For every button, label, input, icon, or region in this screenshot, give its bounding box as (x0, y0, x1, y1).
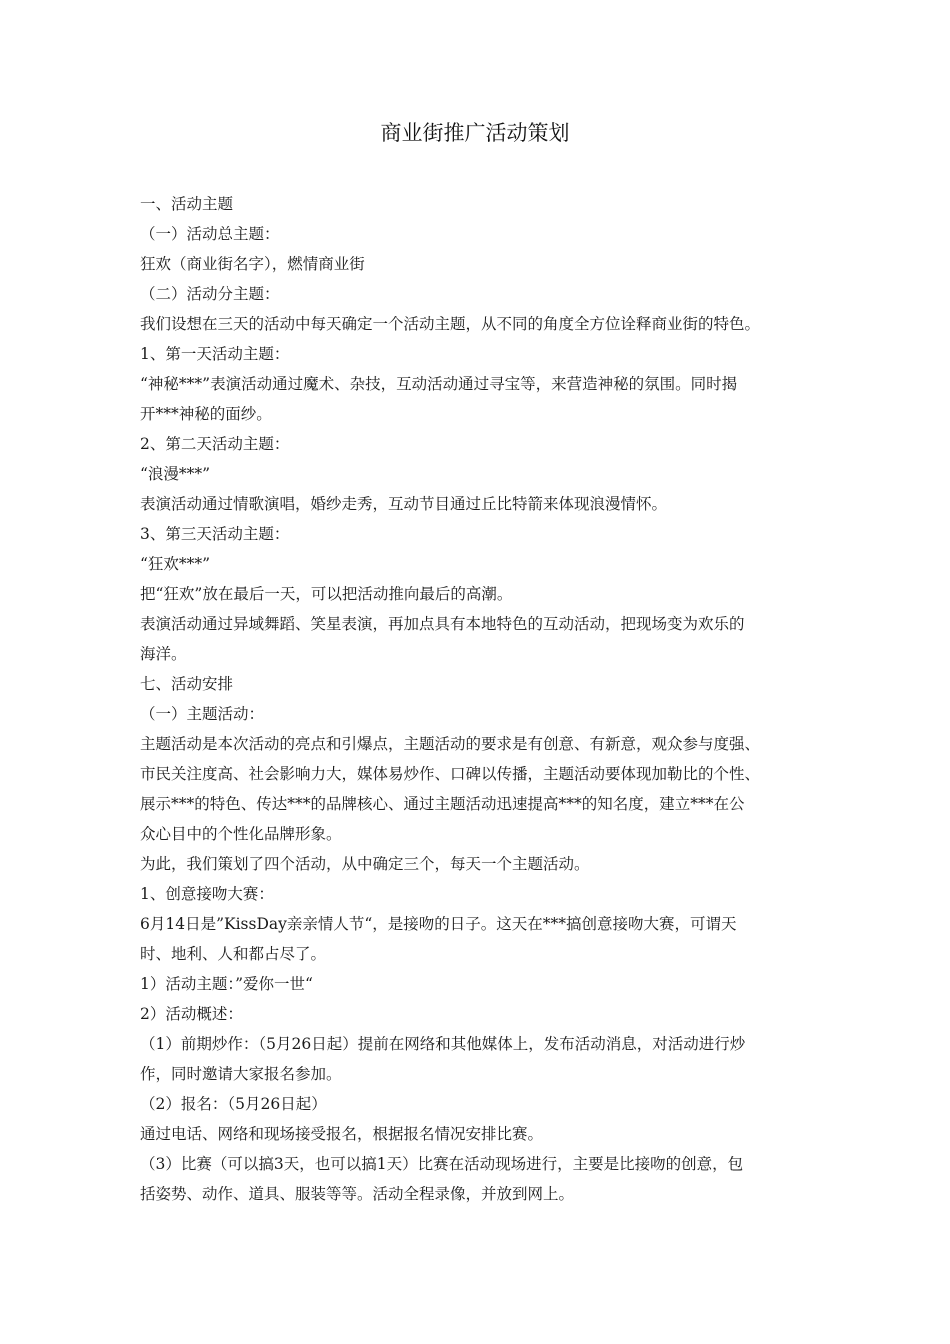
body-line: 为此，我们策划了四个活动，从中确定三个，每天一个主题活动。 (140, 855, 590, 873)
body-line: 我们设想在三天的活动中每天确定一个活动主题，从不同的角度全方位诠释商业街的特色。 (140, 315, 761, 333)
body-line: 狂欢（商业街名字），燃情商业街 (140, 255, 365, 273)
body-line: 市民关注度高、社会影响力大，媒体易炒作、口碑以传播，主题活动要体现加勒比的个性、 (140, 765, 761, 783)
body-line: （一）活动总主题： (140, 225, 280, 243)
body-line: （2）报名：（5月26日起） (140, 1095, 327, 1113)
body-line: 展示***的特色、传达***的品牌核心、通过主题活动迅速提高***的知名度，建立***在公 (140, 795, 745, 813)
body-line: （二）活动分主题： (140, 285, 280, 303)
body-line: 众心目中的个性化品牌形象。 (140, 825, 342, 843)
document-body (140, 189, 820, 1209)
body-line: （一）主题活动： (140, 705, 265, 723)
body-line: 一、活动主题 (140, 195, 234, 213)
body-line: 七、活动安排 (140, 675, 234, 693)
body-line: “浪漫***” (140, 465, 211, 483)
body-line: 2）活动概述： (140, 1005, 243, 1023)
body-line: 作，同时邀请大家报名参加。 (140, 1065, 342, 1083)
body-line: 1、创意接吻大赛： (140, 885, 274, 903)
document-title: 商业街推广活动策划 (380, 121, 570, 145)
body-line: 括姿势、动作、道具、服装等等。活动全程录像，并放到网上。 (140, 1185, 575, 1203)
body-line: 3、第三天活动主题： (140, 525, 290, 543)
body-line: 表演活动通过情歌演唱，婚纱走秀，互动节目通过丘比特箭来体现浪漫情怀。 (140, 495, 668, 513)
body-line: “神秘***”表演活动通过魔术、杂技，互动活动通过寻宝等，来营造神秘的氛围。同时揭 (140, 375, 738, 393)
body-line: （1）前期炒作：（5月26日起）提前在网络和其他媒体上，发布活动消息，对活动进行炒 (140, 1035, 746, 1053)
body-line: 1）活动主题：”爱你一世“ (140, 975, 313, 993)
body-line: 开***神秘的面纱。 (140, 405, 272, 423)
body-line: 通过电话、网络和现场接受报名，根据报名情况安排比赛。 (140, 1125, 544, 1143)
body-line: 2、第二天活动主题： (140, 435, 290, 453)
body-line: 主题活动是本次活动的亮点和引爆点，主题活动的要求是有创意、有新意，观众参与度强、 (140, 735, 761, 753)
body-line: 海洋。 (140, 645, 187, 663)
body-line: 把“狂欢”放在最后一天，可以把活动推向最后的高潮。 (140, 585, 513, 603)
body-line: （3）比赛（可以搞3天，也可以搞1天）比赛在活动现场进行，主要是比接吻的创意，包 (140, 1155, 744, 1173)
body-line: 时、地利、人和都占尽了。 (140, 945, 327, 963)
body-line: “狂欢***” (140, 555, 211, 573)
body-line: 6月14日是”KissDay亲亲情人节“，是接吻的日子。这天在***搞创意接吻大赛，可谓天 (140, 915, 737, 933)
body-line: 1、第一天活动主题： (140, 345, 290, 363)
body-line: 表演活动通过异域舞蹈、笑星表演，再加点具有本地特色的互动活动，把现场变为欢乐的 (140, 615, 745, 633)
